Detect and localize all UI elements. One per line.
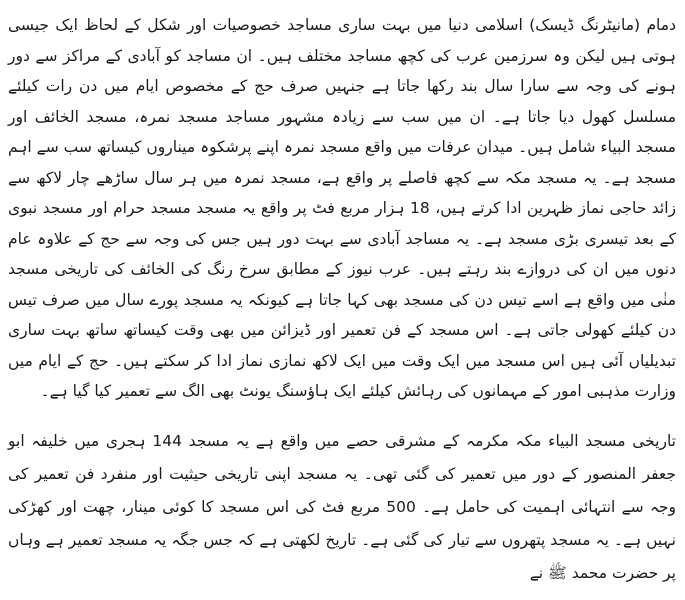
paragraph-text: تاریخی مسجد البیاء مکہ مکرمہ کے مشرقی حصے میں واقع ہے یہ مسجد 144 ہجری میں خلیفہ ابو جعفر المنصور کے دور میں تعمیر کی گئی تھی۔ یہ مسجد اپنی تاریخی حیثیت اور منفرد فن تعمیر کی وجہ سے انتہائی اہمیت کی حامل ہے۔ 500 مربع فٹ کی اس مسجد کا کوئی مینار، چھت اور کھڑکی نہیں ہے۔ یہ مسجد پتھروں سے تیار کی گئی ہے۔ تاریخ لکھتی ہے کہ جس جگہ یہ مسجد تعمیر ہے وہاں پر حضرت محمد ﷺ نے: [8, 431, 676, 582]
paragraph-text: دمام (مانیٹرنگ ڈیسک) اسلامی دنیا میں بہت ساری مساجد خصوصیات اور شکل کے لحاظ ایک جیسی ہوتی ہیں لیکن وہ سرزمین عرب کی کچھ مساجد مختلف ہیں۔ ان مساجد کو آبادی کے مراکز سے دور ہونے کی وجہ سے سارا سال بند رکھا جاتا ہے جنہیں صرف حج کے مخصوص ایام میں دن رات کیلئے مسلسل کھول دیا جاتا ہے۔ ان میں سب سے زیادہ مشہور مساجد مسجد نمرہ، مسجد الخائف اور مسجد البیاء شامل ہیں۔ میدان عرفات میں واقع مسجد نمرہ اپنے پرشکوہ میناروں کیساتھ سب سے اہم مسجد ہے۔ یہ مسجد مکہ سے کچھ فاصلے پر واقع ہے، مسجد نمرہ میں ہر سال ساڑھے چار لاکھ سے زائد حاجی نماز ظہرین ادا کرتے ہیں، 18 ہزار مربع فٹ پر واقع یہ مسجد مسجد حرام اور مسجد نبوی کے بعد تیسری بڑی مسجد ہے۔ یہ مساجد آبادی سے بہت دور ہیں جس کی وجہ سے حج کے علاوہ عام دنوں میں ان کی دروازے بند رہتے ہیں۔ عرب نیوز کے مطابق سرخ رنگ کی الخائف کی تاریخی مسجد منٰی میں واقع ہے اسے تیس دن کی مسجد بھی کہا جاتا ہے کیونکہ یہ مسجد پورے سال میں صرف تیس دن کیلئے کھولی جاتی ہے۔ اس مسجد کے فن تعمیر اور ڈیزائن میں بھی وقت کیساتھ ساتھ بہت ساری تبدیلیاں آئی ہیں اس مسجد میں ایک وقت میں ایک لاکھ نمازی نماز ادا کر سکتے ہیں۔ حج کے ایام میں وزارت مذہبی امور کے مہمانوں کی رہائش کیلئے ایک ہاؤسنگ یونٹ بھی الگ سے تعمیر کیا گیا ہے۔: [8, 16, 676, 400]
article-body: [8, 10, 676, 590]
article-paragraph: [8, 425, 676, 590]
article-paragraph: [8, 10, 676, 407]
